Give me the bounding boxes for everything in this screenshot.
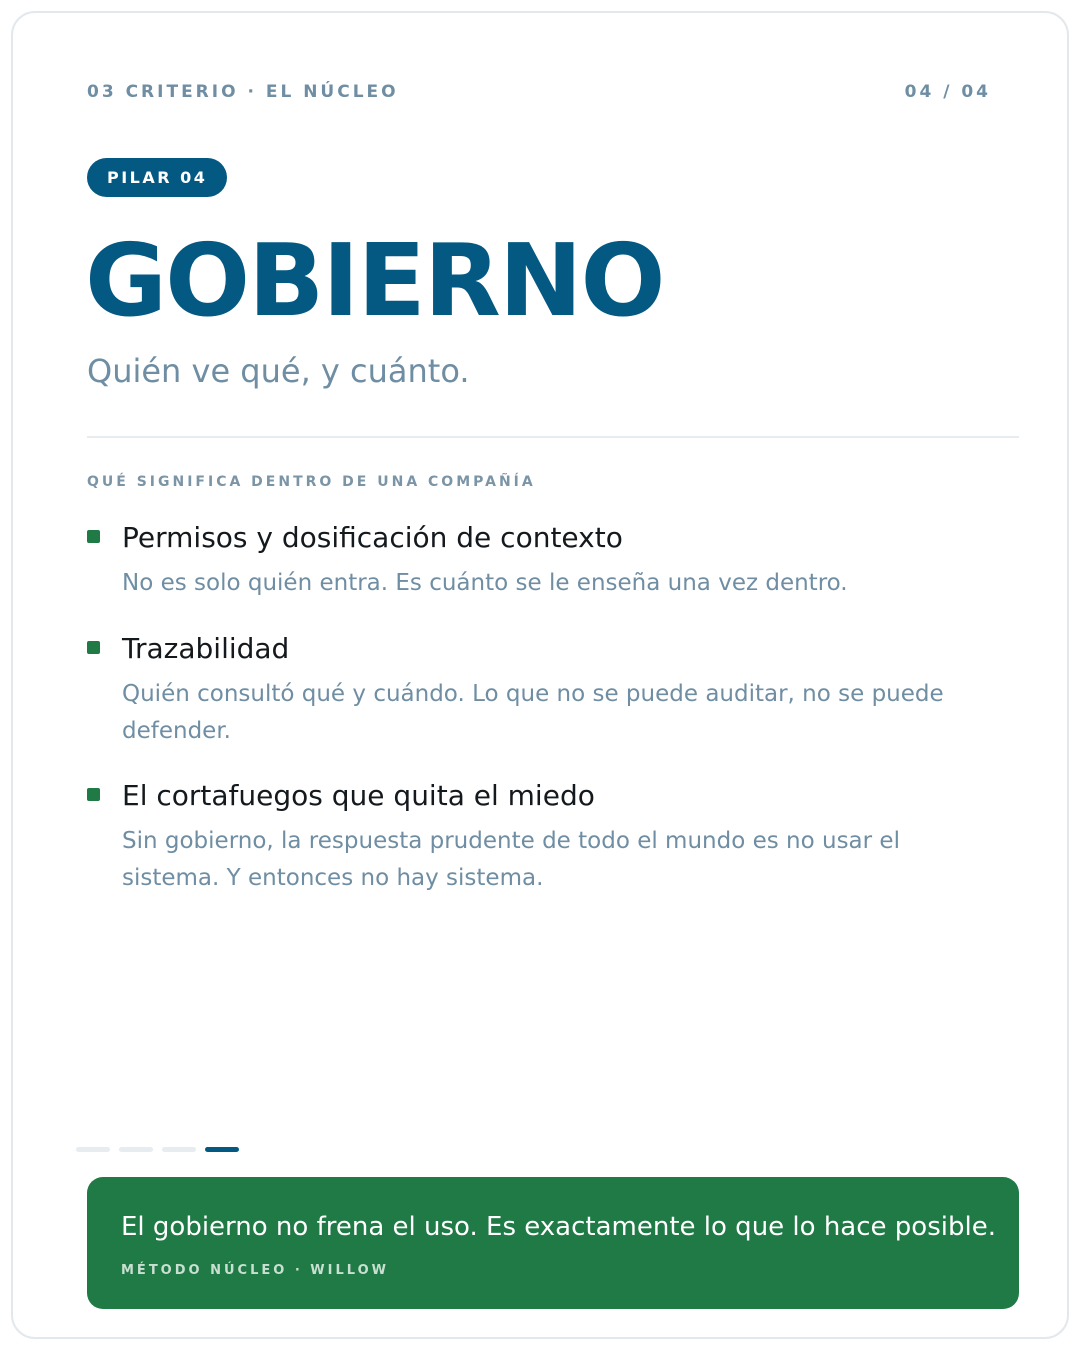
list-item-description: No es solo quién entra. Es cuánto se le enseña una vez dentro.	[122, 570, 848, 596]
list-item-title: Trazabilidad	[122, 632, 290, 665]
divider	[87, 436, 1019, 438]
list-item-title: Permisos y dosificación de contexto	[122, 521, 623, 554]
section-eyebrow: 03 CRITERIO · EL NÚCLEO	[87, 82, 399, 102]
list-item-description: Quién consultó qué y cuándo. Lo que no se puede auditar, no se puede defender.	[122, 681, 944, 744]
footer-quote: El gobierno no frena el uso. Es exactamente lo que lo hace posible.	[121, 1212, 996, 1242]
section-label: QUÉ SIGNIFICA DENTRO DE UNA COMPAÑÍA	[87, 474, 536, 490]
slide-card	[11, 11, 1069, 1339]
bullet-icon	[87, 530, 100, 543]
list-item-title: El cortafuegos que quita el miedo	[122, 779, 595, 812]
pagination-dot	[162, 1147, 196, 1152]
list-item-description: Sin gobierno, la respuesta prudente de todo el mundo es no usar el sistema. Y entonces no hay sistema.	[122, 828, 900, 891]
bullet-icon	[87, 641, 100, 654]
pillar-badge: PILAR 04	[87, 158, 227, 197]
page-subtitle: Quién ve qué, y cuánto.	[87, 352, 470, 390]
page-title: GOBIERNO	[85, 222, 664, 339]
pagination-dot	[205, 1147, 239, 1152]
footer-signature: MÉTODO NÚCLEO · WILLOW	[121, 1263, 389, 1278]
pagination-dot	[119, 1147, 153, 1152]
pagination-dot	[76, 1147, 110, 1152]
bullet-icon	[87, 788, 100, 801]
footer-callout	[87, 1177, 1019, 1309]
page-indicator: 04 / 04	[904, 82, 991, 102]
